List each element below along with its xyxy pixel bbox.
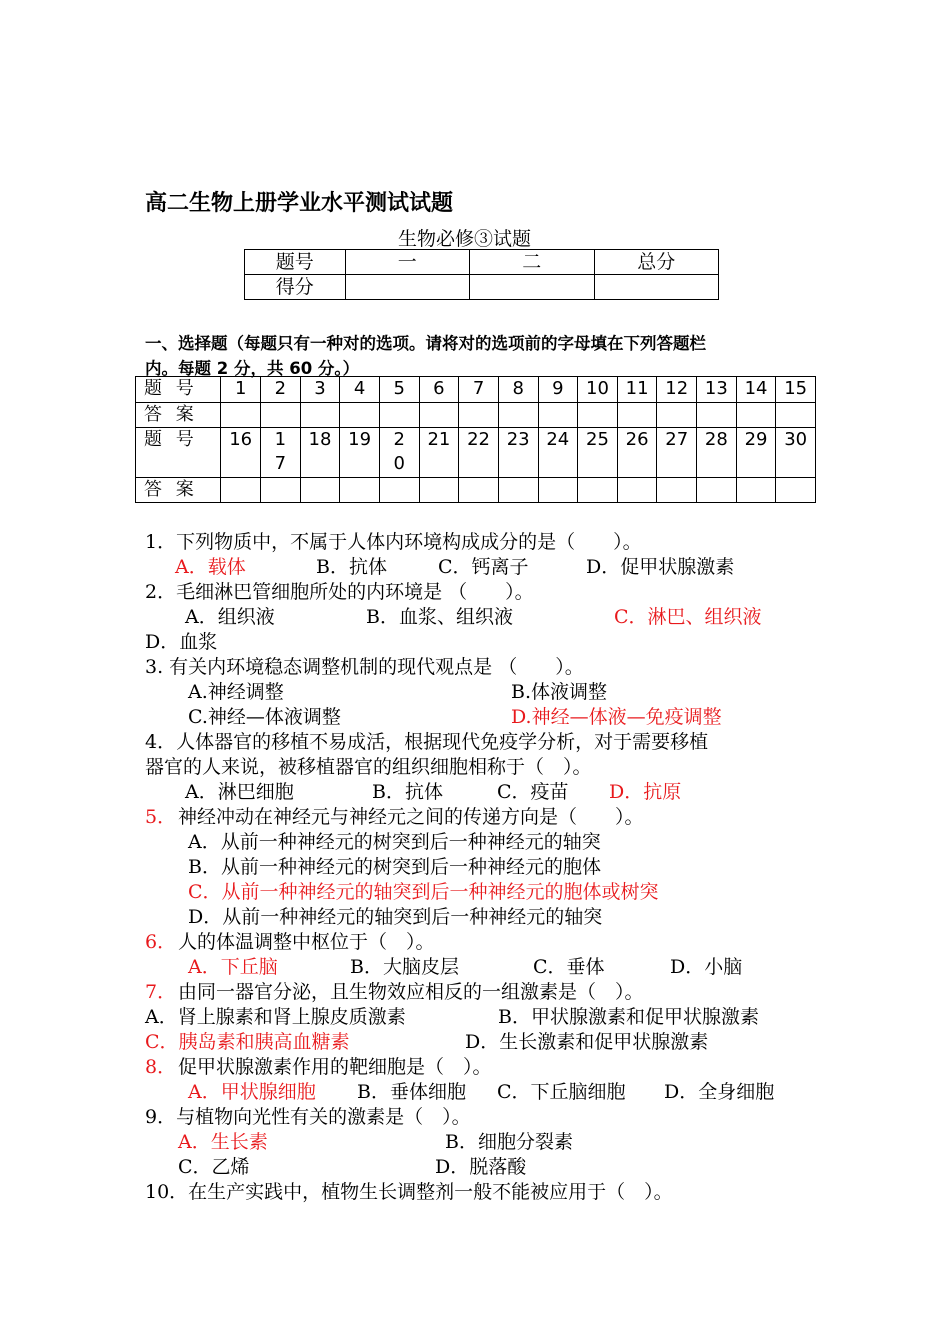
grid-number: 24 [538, 428, 578, 478]
grid-number: 16 [221, 428, 261, 478]
option-7b: B．甲状腺激素和促甲状腺激素 [498, 1006, 759, 1028]
answer-cell[interactable] [340, 403, 380, 428]
option-4b: B．抗体 [372, 781, 443, 803]
question-3: 3. 有关内环境稳态调整机制的现代观点是 （ ）。 [145, 656, 584, 678]
answer-cell[interactable] [419, 478, 459, 503]
grid-number: 23 [498, 428, 538, 478]
score-cell[interactable] [345, 275, 469, 300]
option-3a: A.神经调整 [188, 681, 284, 703]
score-header-number: 题号 [245, 250, 346, 275]
option-1d: D．促甲状腺激素 [586, 556, 735, 578]
grid-number: 25 [578, 428, 618, 478]
grid-number: 30 [776, 428, 816, 478]
option-8c: C．下丘脑细胞 [497, 1081, 626, 1103]
option-4c: C．疫苗 [497, 781, 569, 803]
score-cell[interactable] [594, 275, 718, 300]
answer-cell[interactable] [697, 478, 737, 503]
answer-cell[interactable] [538, 478, 578, 503]
grid-number: 11 [617, 377, 657, 403]
answer-cell[interactable] [498, 403, 538, 428]
grid-number: 17 [261, 428, 301, 478]
grid-number: 12 [657, 377, 697, 403]
option-5c: C．从前一种神经元的轴突到后一种神经元的胞体或树突 [188, 881, 659, 903]
question-6: 人的体温调整中枢位于（ ）。 [178, 931, 435, 953]
question-4-line2: 器官的人来说，被移植器官的组织细胞相称于（ ）。 [145, 756, 592, 778]
option-9d: D．脱落酸 [435, 1156, 527, 1178]
grid-number: 29 [736, 428, 776, 478]
grid-label-number: 题 号 [136, 428, 221, 478]
answer-cell[interactable] [498, 478, 538, 503]
answer-cell[interactable] [697, 403, 737, 428]
option-6c: C．垂体 [533, 956, 605, 978]
grid-number: 9 [538, 377, 578, 403]
grid-number: 19 [340, 428, 380, 478]
answer-cell[interactable] [300, 403, 340, 428]
option-7d: D．生长激素和促甲状腺激素 [465, 1031, 709, 1053]
score-header-part1: 一 [345, 250, 469, 275]
grid-number: 15 [776, 377, 816, 403]
option-5a: A．从前一种神经元的树突到后一种神经元的轴突 [188, 831, 601, 853]
grid-number: 26 [617, 428, 657, 478]
grid-number: 2 [261, 377, 301, 403]
option-3d: D.神经—体液—免疫调整 [511, 706, 722, 728]
option-2d: D．血浆 [145, 631, 218, 653]
grid-label-number: 题 号 [136, 377, 221, 403]
grid-number: 20 [379, 428, 419, 478]
answer-grid [135, 376, 816, 503]
answer-cell[interactable] [578, 478, 618, 503]
option-2b: B．血浆、组织液 [366, 606, 513, 628]
option-6b: B．大脑皮层 [350, 956, 459, 978]
option-4a: A．淋巴细胞 [185, 781, 294, 803]
option-8b: B．垂体细胞 [357, 1081, 466, 1103]
score-row-label: 得分 [245, 275, 346, 300]
answer-cell[interactable] [221, 478, 261, 503]
question-4-line1: 4．人体器官的移植不易成活，根据现代免疫学分析，对于需要移植 [145, 731, 709, 753]
answer-cell[interactable] [538, 403, 578, 428]
answer-cell[interactable] [657, 478, 697, 503]
answer-cell[interactable] [657, 403, 697, 428]
question-7: 由同一器官分泌，且生物效应相反的一组激素是（ ）。 [178, 981, 644, 1003]
answer-cell[interactable] [261, 478, 301, 503]
option-8a: A．甲状腺细胞 [188, 1081, 316, 1103]
option-9a: A．生长素 [178, 1131, 268, 1153]
grid-number: 27 [657, 428, 697, 478]
grid-number: 28 [697, 428, 737, 478]
grid-label-answer: 答 案 [136, 478, 221, 503]
score-cell[interactable] [470, 275, 594, 300]
answer-cell[interactable] [617, 403, 657, 428]
grid-number: 7 [459, 377, 499, 403]
option-8d: D．全身细胞 [664, 1081, 775, 1103]
grid-number: 13 [697, 377, 737, 403]
grid-number: 6 [419, 377, 459, 403]
score-header-total: 总分 [594, 250, 718, 275]
answer-cell[interactable] [736, 478, 776, 503]
option-9b: B．细胞分裂素 [445, 1131, 573, 1153]
score-header-part2: 二 [470, 250, 594, 275]
option-6d: D．小脑 [670, 956, 743, 978]
section-instructions-line1: 一、选择题（每题只有一种对的选项。请将对的选项前的字母填在下列答题栏 [145, 334, 706, 353]
score-table [244, 249, 719, 300]
option-1b: B．抗体 [316, 556, 387, 578]
option-4d: D．抗原 [609, 781, 682, 803]
question-6-number: 6． [145, 931, 177, 953]
grid-label-answer: 答 案 [136, 403, 221, 428]
answer-cell[interactable] [776, 403, 816, 428]
answer-cell[interactable] [379, 403, 419, 428]
answer-cell[interactable] [736, 403, 776, 428]
option-5d: D．从前一种神经元的轴突到后一种神经元的轴突 [188, 906, 603, 928]
grid-number: 22 [459, 428, 499, 478]
question-7-number: 7． [145, 981, 177, 1003]
question-10: 10．在生产实践中，植物生长调整剂一般不能被应用于（ ）。 [145, 1181, 673, 1203]
answer-cell[interactable] [617, 478, 657, 503]
question-8-number: 8． [145, 1056, 177, 1078]
answer-cell[interactable] [459, 478, 499, 503]
option-3c: C.神经—体液调整 [188, 706, 341, 728]
question-1: 1．下列物质中，不属于人体内环境构成成分的是（ ）。 [145, 531, 642, 553]
question-8: 促甲状腺激素作用的靶细胞是（ ）。 [178, 1056, 492, 1078]
question-5: 神经冲动在神经元与神经元之间的传递方向是（ ）。 [178, 806, 644, 828]
question-5-number: 5． [145, 806, 177, 828]
answer-cell[interactable] [221, 403, 261, 428]
option-6a: A．下丘脑 [188, 956, 278, 978]
option-7c: C．胰岛素和胰高血糖素 [145, 1031, 350, 1053]
grid-number: 14 [736, 377, 776, 403]
grid-number: 5 [379, 377, 419, 403]
grid-number: 8 [498, 377, 538, 403]
answer-cell[interactable] [578, 403, 618, 428]
grid-number: 4 [340, 377, 380, 403]
answer-cell[interactable] [261, 403, 301, 428]
answer-cell[interactable] [459, 403, 499, 428]
option-3b: B.体液调整 [511, 681, 608, 703]
question-2: 2．毛细淋巴管细胞所处的内环境是 （ ）。 [145, 581, 534, 603]
grid-number: 1 [221, 377, 261, 403]
grid-number: 18 [300, 428, 340, 478]
section-instructions-line2: 内。每题 2 分，共 60 分。） [145, 359, 360, 378]
grid-number: 10 [578, 377, 618, 403]
answer-cell[interactable] [340, 478, 380, 503]
option-2a: A．组织液 [185, 606, 275, 628]
answer-cell[interactable] [379, 478, 419, 503]
grid-number: 3 [300, 377, 340, 403]
page-subtitle: 生物必修③试题 [398, 228, 532, 250]
option-1a: A．载体 [175, 556, 246, 578]
answer-cell[interactable] [776, 478, 816, 503]
page-title: 高二生物上册学业水平测试试题 [145, 191, 454, 216]
option-2c: C．淋巴、组织液 [614, 606, 762, 628]
option-9c: C．乙烯 [178, 1156, 250, 1178]
answer-cell[interactable] [419, 403, 459, 428]
option-1c: C．钙离子 [438, 556, 529, 578]
option-5b: B．从前一种神经元的树突到后一种神经元的胞体 [188, 856, 601, 878]
option-7a: A．肾上腺素和肾上腺皮质激素 [145, 1006, 406, 1028]
answer-cell[interactable] [300, 478, 340, 503]
question-9: 9．与植物向光性有关的激素是（ ）。 [145, 1106, 471, 1128]
grid-number: 21 [419, 428, 459, 478]
